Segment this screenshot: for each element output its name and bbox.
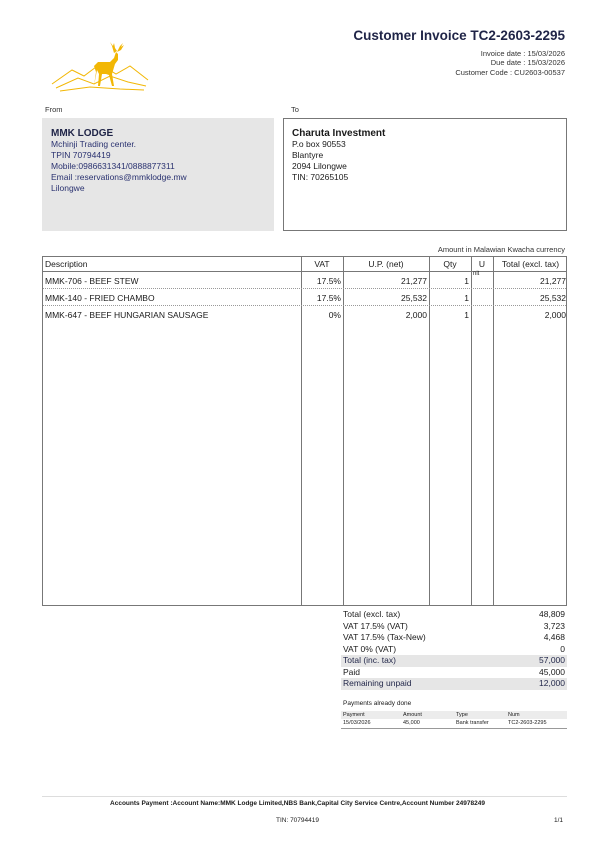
deer-mountain-logo-icon bbox=[50, 40, 150, 92]
vat-line bbox=[341, 632, 567, 644]
row-vat: 17.5% bbox=[316, 276, 341, 286]
customer-code: Customer Code : CU2603-00537 bbox=[455, 67, 565, 77]
unit-suffix: nit bbox=[473, 271, 480, 277]
row-divider bbox=[43, 305, 566, 306]
total-label: VAT 17.5% (Tax-New) bbox=[343, 632, 426, 642]
sender-email: Email :reservations@mmklodge.mw bbox=[51, 172, 187, 182]
total-value: 0 bbox=[560, 643, 565, 654]
total-value: 3,723 bbox=[543, 620, 565, 631]
total-value: 12,000 bbox=[539, 678, 565, 688]
row-unit-price: 25,532 bbox=[401, 293, 427, 303]
payments-col-type: Type bbox=[456, 712, 468, 718]
header-total: Total (excl. tax) bbox=[501, 259, 560, 269]
vat-line bbox=[341, 621, 567, 633]
row-description: MMK-647 - BEEF HUNGARIAN SAUSAGE bbox=[45, 310, 209, 320]
header-description: Description bbox=[45, 259, 88, 269]
header-unit-price: U.P. (net) bbox=[368, 259, 404, 269]
row-qty: 1 bbox=[464, 293, 469, 303]
total-label: VAT 0% (VAT) bbox=[343, 643, 397, 654]
payments-title: Payments already done bbox=[343, 700, 412, 707]
header-vat: VAT bbox=[314, 259, 330, 269]
sender-box bbox=[42, 118, 274, 231]
page-number: 1/1 bbox=[553, 817, 563, 824]
total-label: Total (inc. tax) bbox=[343, 655, 396, 665]
total-label: VAT 17.5% (VAT) bbox=[343, 620, 408, 631]
row-total: 25,532 bbox=[540, 293, 566, 303]
totals-block bbox=[341, 609, 567, 690]
recipient-name: Charuta Investment bbox=[292, 128, 386, 139]
total-value: 48,809 bbox=[539, 609, 565, 619]
row-divider bbox=[43, 288, 566, 289]
payments-header bbox=[341, 711, 567, 719]
due-date: Due date : 15/03/2026 bbox=[490, 58, 565, 68]
row-qty: 1 bbox=[464, 276, 469, 286]
invoice-meta bbox=[455, 49, 565, 77]
row-vat: 17.5% bbox=[316, 293, 341, 303]
row-unit-price: 21,277 bbox=[401, 276, 427, 286]
row-total: 2,000 bbox=[544, 310, 566, 320]
recipient-box bbox=[283, 118, 567, 231]
payment-row bbox=[341, 719, 567, 729]
invoice-title: Customer Invoice TC2-2603-2295 bbox=[353, 28, 565, 43]
column-divider bbox=[471, 257, 472, 605]
total-excl-tax bbox=[341, 609, 567, 621]
company-logo bbox=[50, 40, 150, 92]
payments-col-payment: Payment bbox=[343, 712, 365, 718]
row-description: MMK-706 - BEEF STEW bbox=[45, 276, 139, 286]
total-value: 57,000 bbox=[539, 655, 565, 665]
footer-account-info: Accounts Payment :Account Name:MMK Lodge Limited,NBS Bank,Capital City Service Centre,Account Number 24978249 bbox=[110, 800, 485, 807]
to-label: To bbox=[291, 105, 299, 114]
recipient-city: Blantyre bbox=[292, 150, 324, 160]
invoice-date: Invoice date : 15/03/2026 bbox=[480, 49, 565, 58]
footer-tin: TIN: 70794419 bbox=[275, 817, 319, 824]
total-inc-tax bbox=[341, 655, 567, 667]
row-total: 21,277 bbox=[540, 276, 566, 286]
total-label: Total (excl. tax) bbox=[343, 609, 401, 619]
total-label: Paid bbox=[343, 666, 361, 677]
payments-block bbox=[341, 700, 567, 729]
header-qty: Qty bbox=[443, 259, 457, 269]
recipient-address-line: P.o box 90553 bbox=[292, 139, 346, 149]
payment-amount: 45,000 bbox=[403, 720, 420, 726]
row-qty: 1 bbox=[464, 310, 469, 320]
currency-note: Amount in Malawian Kwacha currency bbox=[437, 245, 565, 254]
recipient-tin: TIN: 70265105 bbox=[292, 172, 349, 182]
row-unit-price: 2,000 bbox=[405, 310, 427, 320]
sender-city: Lilongwe bbox=[51, 183, 85, 193]
header-divider bbox=[43, 271, 566, 272]
items-table bbox=[42, 256, 567, 606]
payments-col-num: Num bbox=[508, 712, 520, 718]
from-label: From bbox=[45, 105, 63, 114]
paid-line bbox=[341, 667, 567, 679]
footer-divider bbox=[42, 796, 567, 797]
sender-address-line: Mchinji Trading center. bbox=[51, 139, 137, 149]
remaining-unpaid bbox=[341, 678, 567, 690]
row-vat: 0% bbox=[328, 310, 341, 320]
sender-tpin: TPIN 70794419 bbox=[51, 150, 111, 160]
total-label: Remaining unpaid bbox=[343, 678, 412, 688]
payment-type: Bank transfer bbox=[456, 720, 489, 726]
sender-mobile: Mobile:0986631341/0888877311 bbox=[51, 161, 175, 171]
payments-col-amount: Amount bbox=[403, 712, 422, 718]
header-unit: U bbox=[478, 259, 486, 269]
payment-date: 15/03/2026 bbox=[343, 720, 371, 726]
vat-line bbox=[341, 644, 567, 656]
payment-num: TC2-2603-2295 bbox=[508, 720, 547, 726]
row-description: MMK-140 - FRIED CHAMBO bbox=[45, 293, 155, 303]
recipient-postal: 2094 Lilongwe bbox=[292, 161, 347, 171]
total-value: 45,000 bbox=[539, 666, 565, 677]
sender-name: MMK LODGE bbox=[51, 128, 114, 139]
total-value: 4,468 bbox=[543, 632, 565, 642]
